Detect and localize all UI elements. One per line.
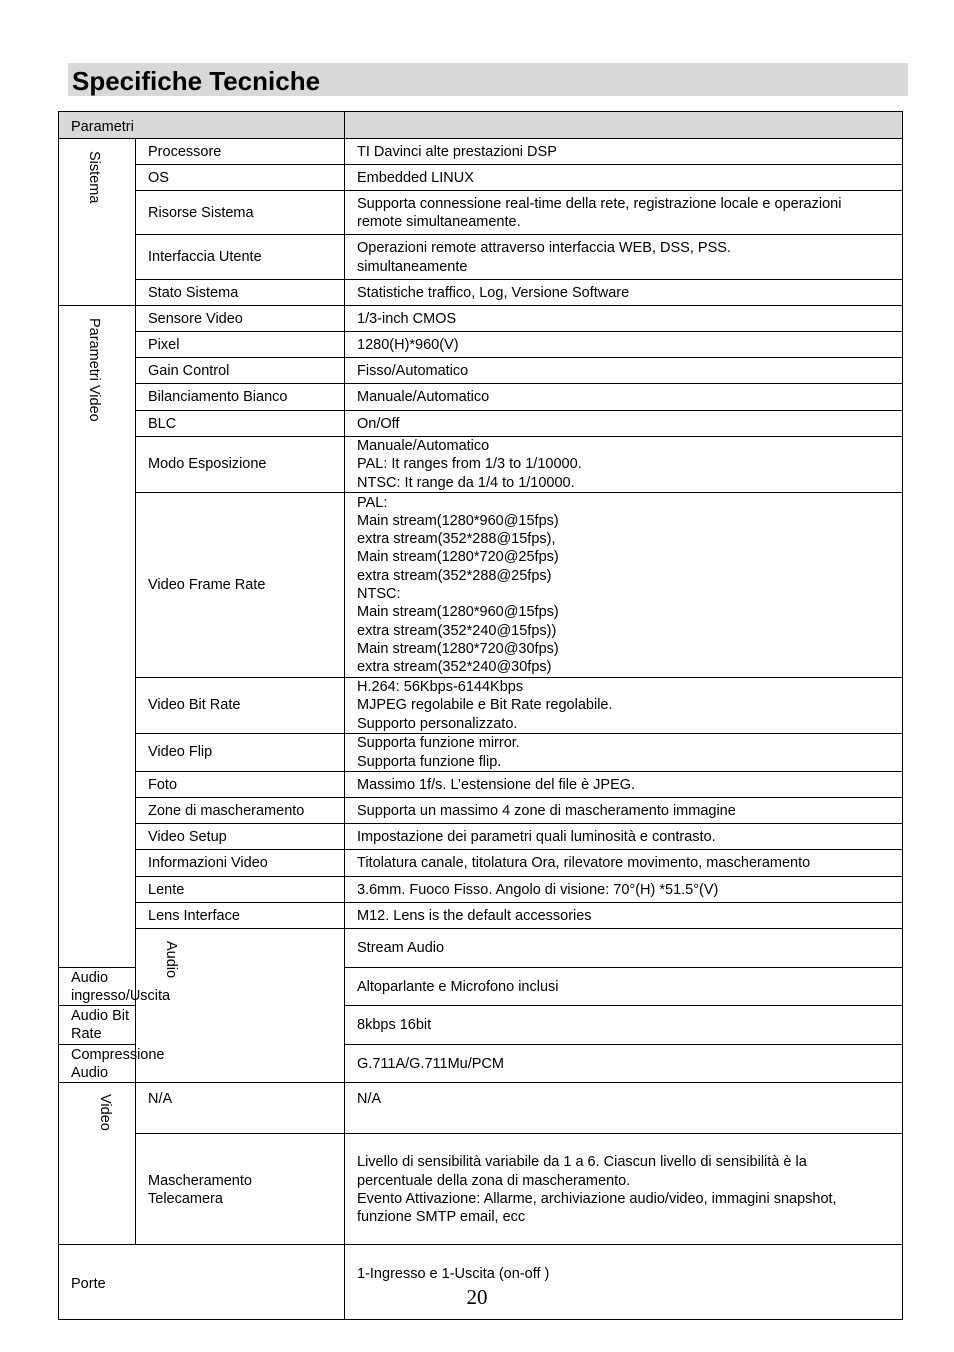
group-label-sistema: Sistema [86,151,102,204]
value-risorse [345,191,903,235]
value-line: Livello di sensibilità variabile da 1 a 6. Ciascun livello di sensibilità è la [357,1154,807,1171]
value-compressione-audio: G.711A/G.711Mu/PCM [345,1044,903,1083]
param-interfaccia: Interfaccia Utente [136,235,345,280]
value-word: 1/3 [484,456,506,473]
value-line: simultaneamente [357,258,468,275]
value-word: to [509,456,522,473]
group-video [59,1083,136,1245]
value-line: Supporta funzione flip. [357,753,502,770]
param-mascheramento-telecamera [136,1134,345,1245]
value-line: Supporta connessione real-time della rete, registrazione locale e operazioni [357,195,842,212]
param-zone-mascheramento: Zone di mascheramento [136,798,345,824]
value-lente: 3.6mm. Fuoco Fisso. Angolo di visione: 70°(H) *51.5°(V) [345,877,903,903]
table-header-blank [345,112,903,139]
value-sensore: 1/3-inch CMOS [345,306,903,332]
value-pixel: 1280(H)*960(V) [345,332,903,358]
value-interfaccia [345,235,903,280]
param-lens-interface: Lens Interface [136,903,345,929]
group-label-parametri-video: Parametri Video [86,318,102,422]
value-line: H.264: 56Kbps-6144Kbps [357,679,524,696]
value-line: Manuale/Automatico [357,438,490,455]
value-word: PAL: [357,456,388,473]
table-header-parametri: Parametri [59,112,345,139]
value-line: PAL: [357,494,388,511]
param-frame-rate: Video Frame Rate [136,493,345,678]
value-word: It [391,456,400,473]
param-informazioni-video: Informazioni Video [136,850,345,877]
param-blc: BLC [136,411,345,437]
value-video-setup: Impostazione dei parametri quali luminosità e contrasto. [345,824,903,850]
value-line: extra stream(352*288@15fps), [357,531,556,548]
param-os: OS [136,165,345,191]
value-audio-io: Altoparlante e Microfono inclusi [345,967,903,1006]
value-line: Supporta funzione mirror. [357,735,520,752]
param-pixel: Pixel [136,332,345,358]
param-video-setup: Video Setup [136,824,345,850]
value-bilanciamento: Manuale/Automatico [345,384,903,411]
group-label-audio: Audio [163,941,179,979]
param-audio-io: Audio ingresso/Uscita [59,967,136,1006]
value-bit-rate [345,678,903,734]
param-esposizione: Modo Esposizione [136,437,345,493]
value-line: NTSC: [357,586,401,602]
param-stato: Stato Sistema [136,280,345,306]
value-os: Embedded LINUX [345,165,903,191]
value-line: Operazioni remote attraverso interfaccia WEB, DSS, PSS. [357,240,731,257]
spec-table [58,111,903,1320]
value-flip [345,734,903,772]
param-bit-rate: Video Bit Rate [136,678,345,734]
value-line: MJPEG regolabile e Bit Rate regolabile. [357,697,613,714]
value-line: Main stream(1280*960@15fps) [357,512,559,529]
value-stato: Statistiche traffico, Log, Versione Software [345,280,903,306]
value-gain: Fisso/Automatico [345,358,903,384]
value-line: Telecamera [148,1190,223,1207]
value-mascheramento-telecamera [345,1134,903,1245]
group-label-video: Video [97,1094,113,1132]
param-porte: Porte [59,1245,345,1320]
param-risorse: Risorse Sistema [136,191,345,235]
value-word: ranges [403,456,448,473]
param-sensore: Sensore Video [136,306,345,332]
value-line: extra stream(352*240@30fps) [357,659,552,676]
value-foto: Massimo 1f/s. L’estensione del file è JPEG. [345,772,903,798]
param-flip: Video Flip [136,734,345,772]
param-foto: Foto [136,772,345,798]
value-na: N/A [345,1083,903,1134]
value-line: extra stream(352*240@15fps)) [357,622,557,639]
param-gain: Gain Control [136,358,345,384]
value-line: percentuale della zona di mascheramento. [357,1172,631,1189]
value-line: funzione SMTP email, ecc [357,1209,526,1226]
value-line: extra stream(352*288@25fps) [357,567,552,584]
value-word: from [451,456,481,473]
value-porte: 1-Ingresso e 1-Uscita (on-off ) [345,1245,903,1320]
value-audio-bitrate: 8kbps 16bit [345,1006,903,1045]
value-frame-rate [345,493,903,678]
value-zone-mascheramento: Supporta un massimo 4 zone di mascheramento immagine [345,798,903,824]
value-lens-interface: M12. Lens is the default accessories [345,903,903,929]
section-title-bar [68,63,908,96]
value-line-justified [357,455,902,473]
value-line: Supporto personalizzato. [357,715,518,732]
value-line: Main stream(1280*720@30fps) [357,640,559,657]
value-informazioni-video: Titolatura canale, titolatura Ora, rilevatore movimento, mascheramento [345,850,903,877]
param-bilanciamento: Bilanciamento Bianco [136,384,345,411]
param-stream-audio: Stream Audio [345,929,903,968]
param-lente: Lente [136,877,345,903]
value-line: Evento Attivazione: Allarme, archiviazione audio/video, immagini snapshot, [357,1190,837,1207]
page-title: Specifiche Tecniche [72,66,321,96]
value-line: Mascheramento [148,1172,252,1189]
param-processore: Processore [136,139,345,165]
group-sistema [59,139,136,306]
group-parametri-video [59,306,136,968]
value-esposizione [345,437,903,493]
value-line: Main stream(1280*960@15fps) [357,604,559,621]
page-number: 20 [466,1285,488,1309]
param-compressione-audio: Compressione Audio [59,1044,136,1083]
value-processore: TI Davinci alte prestazioni DSP [345,139,903,165]
value-blc: On/Off [345,411,903,437]
param-na: N/A [136,1083,345,1134]
param-audio-bitrate: Audio Bit Rate [59,1006,136,1045]
group-audio [136,929,345,1083]
value-line: Main stream(1280*720@25fps) [357,549,559,566]
value-line: NTSC: It range da 1/4 to 1/10000. [357,474,575,491]
value-word: 1/10000. [525,456,582,473]
value-line: remote simultaneamente. [357,214,521,230]
